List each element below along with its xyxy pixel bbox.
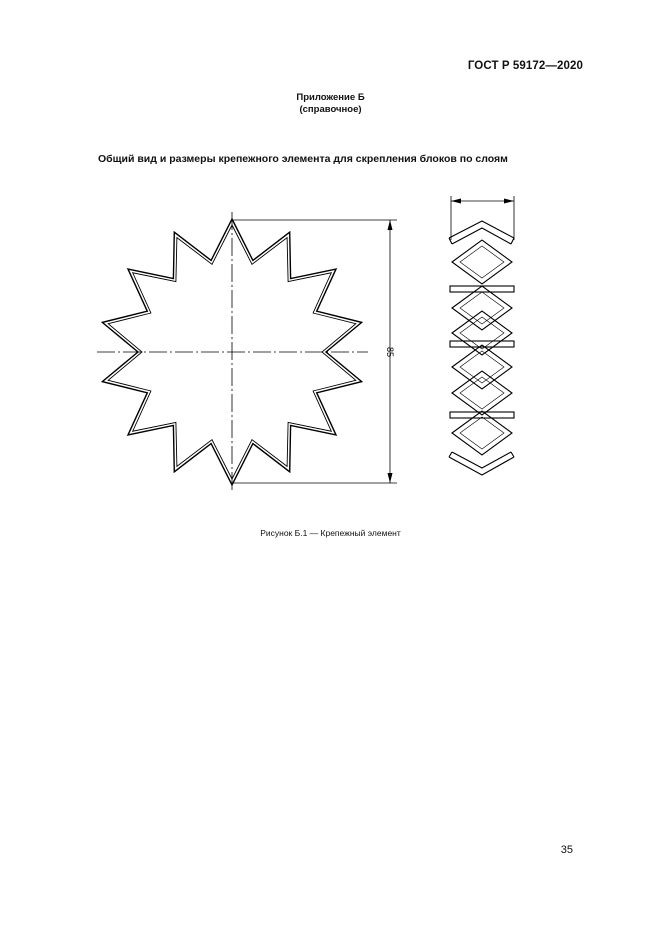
diamond-segment	[452, 286, 512, 330]
appendix-label: Приложение Б	[296, 92, 365, 103]
diamond-segment	[452, 311, 512, 355]
diamond-segment	[452, 345, 512, 389]
appendix-kind: (справочное)	[299, 104, 362, 115]
section-title: Общий вид и размеры крепежного элемента для скрепления блоков по слоям	[98, 153, 508, 165]
side-view	[449, 196, 514, 475]
arrow-right	[504, 199, 514, 204]
arrow-left	[451, 199, 461, 204]
arrow-top	[388, 220, 393, 230]
figure-caption: Рисунок Б.1 — Крепежный элемент	[260, 528, 401, 538]
diamond-segment	[452, 240, 512, 284]
standard-code: ГОСТ Р 59172—2020	[467, 60, 583, 72]
diamond-segment	[452, 371, 512, 415]
height-dimension-label: 85	[385, 346, 395, 358]
page-number: 35	[560, 844, 573, 856]
flange-segment	[450, 341, 514, 347]
star-view	[97, 212, 397, 490]
arrow-bottom	[388, 473, 393, 483]
flange-segment	[450, 286, 514, 292]
bottom-fold	[449, 452, 514, 475]
